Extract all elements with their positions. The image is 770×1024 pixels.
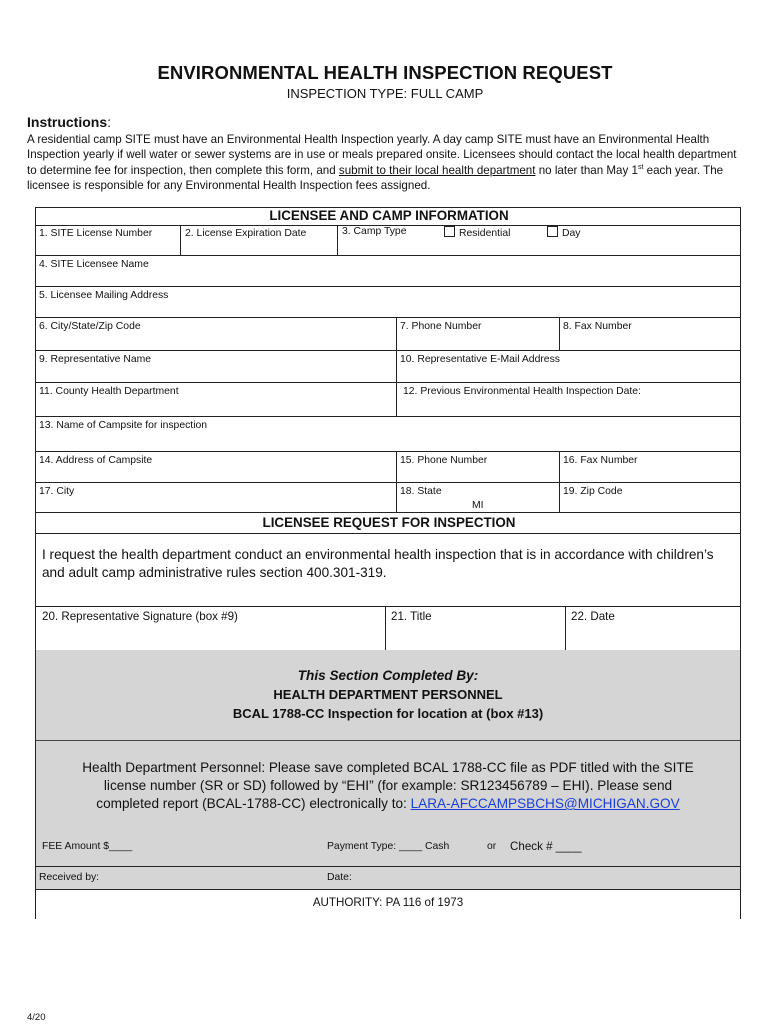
day-label: Day (562, 228, 581, 239)
instructions-superscript: st (637, 163, 644, 171)
campsite-phone-field[interactable]: 15. Phone Number (400, 455, 488, 466)
zip-code-field[interactable]: 19. Zip Code (563, 486, 623, 497)
phone-number-field[interactable]: 7. Phone Number (400, 321, 482, 332)
state-value: MI (472, 500, 484, 511)
city-field[interactable]: 17. City (39, 486, 75, 497)
save-instructions-line3 (36, 795, 740, 813)
save-instructions (36, 759, 740, 813)
residential-checkbox[interactable] (444, 226, 455, 237)
payment-type-cash-field[interactable]: Payment Type: ____ Cash (327, 841, 450, 852)
payment-or-text: or (487, 841, 497, 852)
camp-type-label: 3. Camp Type (342, 226, 407, 237)
previous-inspection-date-field[interactable]: 12. Previous Environmental Health Inspection Date: (403, 386, 641, 397)
bcal-heading: BCAL 1788-CC Inspection for location at (box #13) (232, 706, 544, 721)
section-licensee-request: LICENSEE REQUEST FOR INSPECTION (262, 515, 516, 530)
state-field[interactable]: 18. State (400, 486, 442, 497)
instructions-body (27, 132, 743, 193)
licensee-name-field[interactable]: 4. SITE Licensee Name (39, 259, 149, 270)
day-option[interactable] (547, 226, 580, 239)
instructions-heading-colon: : (107, 114, 112, 130)
instructions-part2: no later than May 1 (535, 163, 638, 177)
day-checkbox[interactable] (547, 226, 558, 237)
campsite-address-field[interactable]: 14. Address of Campsite (39, 455, 153, 466)
save-instructions-line1: Health Department Personnel: Please save completed BCAL 1788-CC file as PDF titled with the SITE (82, 760, 694, 775)
save-instructions-line2: license number (SR or SD) followed by “EHI” (for example: SR123456789 – EHI). Please send (103, 778, 673, 793)
instructions-underlined: submit to their local health department (338, 163, 536, 177)
instructions-part1: A residential camp SITE must have an Environmental Health Inspection yearly. A day camp SITE must have an Environmental Health Inspection yearly if well water or sewer systems are in use or meals prepared onsite. Licensees should contact the local health department to determine fee for inspection, then complete this form, and (27, 133, 737, 177)
residential-label: Residential (459, 228, 511, 239)
section-licensee-camp-info: LICENSEE AND CAMP INFORMATION (269, 208, 509, 223)
residential-option[interactable] (444, 226, 510, 239)
representative-email-field[interactable]: 10. Representative E-Mail Address (400, 354, 560, 365)
received-by-field[interactable]: Received by: (39, 872, 100, 883)
campsite-name-field[interactable]: 13. Name of Campsite for inspection (39, 420, 208, 431)
completed-by-heading: This Section Completed By: (297, 668, 479, 683)
authority-row (36, 889, 740, 919)
received-date-field[interactable]: Date: (327, 872, 352, 883)
health-department-section (36, 650, 740, 918)
inspection-type: INSPECTION TYPE: FULL CAMP (286, 86, 484, 101)
email-link[interactable]: LARA-AFCCAMPSBCHS@MICHIGAN.GOV (410, 796, 680, 811)
form-title: ENVIRONMENTAL HEALTH INSPECTION REQUEST (157, 62, 613, 83)
mailing-address-field[interactable]: 5. Licensee Mailing Address (39, 290, 169, 301)
city-state-zip-field[interactable]: 6. City/State/Zip Code (39, 321, 141, 332)
instructions-part3: each year. The licensee is responsible for any Environmental Health Inspection fees assigned. (27, 163, 724, 192)
title-field[interactable]: 21. Title (391, 610, 432, 623)
date-field[interactable]: 22. Date (571, 610, 615, 623)
request-statement: I request the health department conduct an environmental health inspection that is in accordance with children’s and adult camp administrative rules section 400.301-319. (42, 547, 714, 580)
check-number-field[interactable]: Check # ____ (510, 840, 582, 853)
license-expiration-date-field[interactable]: 2. License Expiration Date (185, 228, 307, 239)
personnel-heading: HEALTH DEPARTMENT PERSONNEL (273, 687, 503, 702)
fax-number-field[interactable]: 8. Fax Number (563, 321, 632, 332)
inspection-form (35, 207, 741, 919)
save-instructions-prefix: completed report (BCAL-1788-CC) electronically to: (96, 796, 411, 811)
authority-text: AUTHORITY: PA 116 of 1973 (312, 896, 464, 909)
campsite-fax-field[interactable]: 16. Fax Number (563, 455, 638, 466)
representative-name-field[interactable]: 9. Representative Name (39, 354, 152, 365)
county-health-department-field[interactable]: 11. County Health Department (39, 386, 179, 397)
fee-amount-field[interactable]: FEE Amount $____ (42, 841, 133, 852)
representative-signature-field[interactable]: 20. Representative Signature (box #9) (42, 610, 238, 623)
form-version: 4/20 (27, 1012, 46, 1023)
instructions-heading (27, 114, 111, 130)
instructions-heading-text: Instructions (27, 114, 108, 130)
site-license-number-field[interactable]: 1. SITE License Number (39, 228, 153, 239)
